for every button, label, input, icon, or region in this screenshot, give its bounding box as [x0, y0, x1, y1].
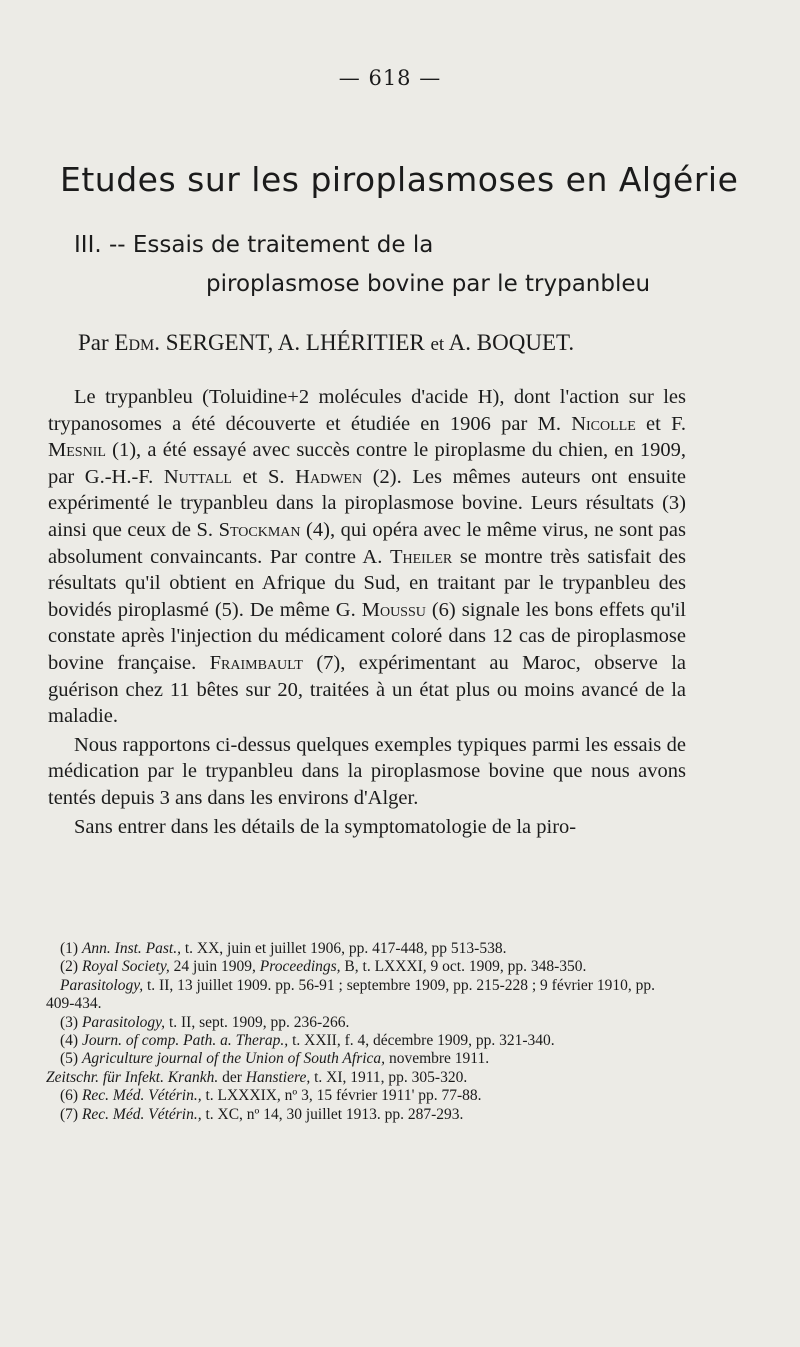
- fn2b-journal: Parasitology,: [60, 976, 144, 994]
- footnote-5b: [46, 1069, 686, 1087]
- author-et: et: [430, 334, 445, 355]
- fn4-num: (4): [60, 1032, 82, 1050]
- fn1-num: (1): [60, 940, 82, 957]
- article-title: Etudes sur les piroplasmoses en Algérie: [60, 160, 739, 199]
- fn1-journal: Ann. Inst. Past.,: [81, 940, 181, 957]
- fn2b-text: t. II, 13 juillet 1909. pp. 56-91 ; septembre 1909, pp. 215-228 ; 9 février 1910, pp. 409-434.: [46, 976, 655, 1013]
- footnote-1: [46, 940, 686, 958]
- fn5b-journal: Zeitschr. für Infekt. Krankh.: [46, 1068, 219, 1086]
- name-hadwen: Hadwen: [295, 465, 363, 488]
- author-1-last: SERGENT,: [165, 330, 274, 355]
- fn6-text: t. LXXXIX, nº 3, 15 février 1911' pp. 77-88.: [201, 1087, 482, 1105]
- fn6-journal: Rec. Méd. Vétérin.,: [81, 1087, 202, 1105]
- fn7-num: (7): [60, 1105, 82, 1123]
- p1-text-a: Le trypanbleu (Toluidine+2 molécules d'acide H), dont l'action sur les trypanosomes a été découverte et étudiée en 1906 par M.: [48, 386, 686, 435]
- fn3-text: t. II, sept. 1909, pp. 236-266.: [165, 1013, 350, 1031]
- name-moussu: Moussu: [361, 598, 426, 621]
- fn2-text: B, t. LXXXI, 9 oct. 1909, pp. 348-350.: [340, 958, 587, 976]
- p1-text-d: et S.: [231, 465, 296, 488]
- p1-text-h: (6) signale les bons effets qu'il constate après l'injection du médicament coloré dans 12 cas de piroplasmose bovine française.: [48, 598, 686, 674]
- footnote-2: [46, 958, 686, 976]
- fn5b-journal-2: Hanstiere,: [245, 1068, 311, 1086]
- page-number: — 618 —: [338, 66, 442, 90]
- author-1-first: Edm.: [114, 330, 161, 355]
- fn2-journal: Royal Society,: [81, 958, 170, 976]
- fn2-date: 24 juin 1909,: [169, 958, 260, 976]
- fn7-journal: Rec. Méd. Vétérin.,: [81, 1105, 202, 1123]
- fn5b-der: der: [218, 1068, 246, 1086]
- fn5-text: novembre 1911.: [385, 1050, 490, 1068]
- fn5-num: (5): [60, 1050, 82, 1068]
- fn7-text: t. XC, nº 14, 30 juillet 1913. pp. 287-293.: [201, 1105, 464, 1123]
- footnote-3: [46, 1014, 686, 1032]
- fn1-text: t. XX, juin et juillet 1906, pp. 417-448, pp 513-538.: [180, 940, 507, 957]
- footnote-2b: [46, 977, 686, 1014]
- fn3-num: (3): [60, 1013, 82, 1031]
- author-line: [78, 330, 718, 356]
- name-mesnil: Mesnil: [48, 439, 106, 462]
- name-theiler: Theiler: [389, 545, 453, 568]
- footnotes: [46, 940, 686, 1124]
- paragraph-1: [48, 384, 686, 730]
- name-fraimbault: Fraimbault: [209, 651, 303, 674]
- fn4-text: t. XXII, f. 4, décembre 1909, pp. 321-340.: [288, 1032, 555, 1050]
- subtitle-line-1: III. -- Essais de traitement de la: [74, 232, 434, 258]
- author-par: Par: [78, 330, 109, 355]
- paragraph-3: Sans entrer dans les détails de la symptomatologie de la piro-: [74, 815, 577, 838]
- body-text: [48, 384, 686, 840]
- p1-text-f: (4), qui opéra avec le même virus, ne sont pas absolument convaincants. Par contre A.: [48, 518, 686, 568]
- name-stockman: Stockman: [218, 518, 301, 541]
- name-nicolle: Nicolle: [571, 412, 636, 435]
- fn5-journal: Agriculture journal of the Union of South Africa,: [81, 1050, 386, 1068]
- fn3-journal: Parasitology,: [81, 1013, 166, 1031]
- footnote-6: [46, 1087, 686, 1105]
- p1-text-c: (1), a été essayé avec succès contre le piroplasme du chien, en 1909, par G.-H.-F.: [48, 439, 686, 488]
- footnote-5: [46, 1050, 686, 1068]
- name-nuttall: Nuttall: [163, 465, 232, 488]
- author-2: A. LHÉRITIER: [277, 330, 425, 355]
- paragraph-2: Nous rapportons ci-dessus quelques exemples typiques parmi les essais de médication par le trypanbleu dans la piroplasmose bovine que nous avons tentés depuis 3 ans dans les environs d'Alger.: [48, 733, 686, 809]
- p1-text-b: et F.: [635, 412, 686, 435]
- fn4-journal: Journ. of comp. Path. a. Therap.,: [81, 1032, 289, 1050]
- p1-text-e: (2). Les mêmes auteurs ont ensuite expérimenté le trypanbleu dans la piroplasmose bovine. Leurs résultats (3) ainsi que ceux de S.: [48, 465, 686, 541]
- fn5b-text: t. XI, 1911, pp. 305-320.: [310, 1068, 468, 1086]
- footnote-7: [46, 1106, 686, 1124]
- p1-text-g: se montre très satisfait des résultats qu'il obtient en Afrique du Sud, en traitant par le trypanbleu des bovidés piroplasmé (5). De même G.: [48, 545, 686, 621]
- footnote-4: [46, 1032, 686, 1050]
- fn2-journal-2: Proceedings,: [259, 958, 341, 976]
- p1-text-i: (7), expérimentant au Maroc, observe la guérison chez 11 bêtes sur 20, traitées à un état plus ou moins avancé de la maladie.: [48, 651, 686, 728]
- fn6-num: (6): [60, 1087, 82, 1105]
- subtitle-line-2: piroplasmose bovine par le trypanbleu: [206, 271, 651, 297]
- author-3: A. BOQUET.: [448, 330, 575, 355]
- fn2-num: (2): [60, 958, 82, 976]
